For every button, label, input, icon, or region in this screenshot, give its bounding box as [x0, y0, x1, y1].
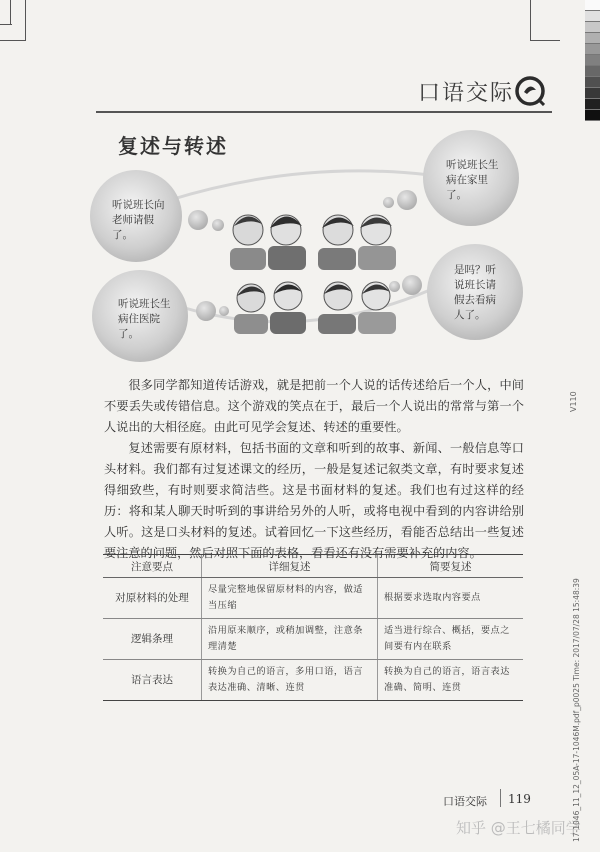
table-row: [103, 619, 523, 660]
footer-divider: [500, 789, 501, 807]
table-cell: 适当进行综合、概括，要点之间要有内在联系: [377, 619, 523, 660]
thought-dot: [402, 275, 422, 295]
table-header: 简要复述: [377, 555, 523, 578]
table-cell: 转换为自己的语言，多用口语，语言表达准确、清晰、连贯: [202, 660, 378, 701]
thought-dot: [397, 190, 417, 210]
body-paragraph: 复述需要有原材料，包括书面的文章和听到的故事、新闻、一般信息等口头材料。我们都有过复述课文的经历，一般是复述记叙类文章，有时要求复述得细致些，有时则要求简洁些。这是书面材料的复述。我们也有过这样的经历：将和某人聊天时听到的事讲给另外的人听，或将电视中看到的内容讲给别人听。这是口头材料的复述。试着回忆一下这些经历，看能否总结出一些复述要注意的问题，然后对照下面的表格，看看还有没有需要补充的内容。: [104, 441, 524, 560]
table-cell: 转换为自己的语言，语言表达准确、简明、连贯: [377, 660, 523, 701]
thought-dot: [219, 306, 229, 316]
table-header: 详细复述: [202, 555, 378, 578]
thought-dot: [212, 219, 224, 231]
bubble-text: 是吗？听说班长请假去看病人了。: [454, 264, 496, 321]
thought-dot: [188, 210, 208, 230]
table-cell: 根据要求选取内容要点: [377, 578, 523, 619]
bubble-text: 听说班长向老师请假了。: [112, 199, 165, 241]
side-version-text: V110: [569, 391, 578, 412]
table-row-head: 对原材料的处理: [103, 578, 202, 619]
table-header: 注意要点: [103, 555, 202, 578]
body-paragraph: 很多同学都知道传话游戏，就是把前一个人说的话传述给后一个人，中间不要丢失或传错信息。这个游戏的笑点在于，最后一个人说出的常常与第一个人说出的大相径庭。由此可见学会复述、转述的重要性。: [104, 378, 524, 434]
watermark: 知乎 @王七橘同学: [456, 819, 581, 837]
table-row: [103, 660, 523, 701]
thought-dot: [196, 301, 216, 321]
table-row-head: 逻辑条理: [103, 619, 202, 660]
bubble-text: 听说班长生病在家里了。: [446, 159, 499, 201]
table-row: [103, 578, 523, 619]
lesson-title: 复述与转述: [118, 134, 228, 158]
bubble-text: 听说班长生病住医院了。: [118, 298, 171, 340]
children-whispering-illustration: [316, 204, 398, 270]
table-cell: 尽量完整地保留原材料的内容，做适当压缩: [202, 578, 378, 619]
page-number: 119: [508, 792, 531, 806]
footer-section-label: 口语交际: [443, 795, 487, 808]
side-file-info-text: 17-1046_11_12_05A-17-1046M.pdf_p0025 Time: 2017/07/28 15:48:39: [572, 578, 581, 842]
table-cell: 沿用原来顺序，或稍加调整，注意条理清楚: [202, 619, 378, 660]
children-whispering-illustration: [316, 272, 398, 334]
children-whispering-illustration: [228, 200, 308, 270]
table-header-row: [103, 555, 523, 578]
children-whispering-illustration: [232, 272, 308, 334]
table-row-head: 语言表达: [103, 660, 202, 701]
unit-title: 口语交际: [418, 81, 515, 106]
retelling-comparison-table: [103, 554, 523, 701]
